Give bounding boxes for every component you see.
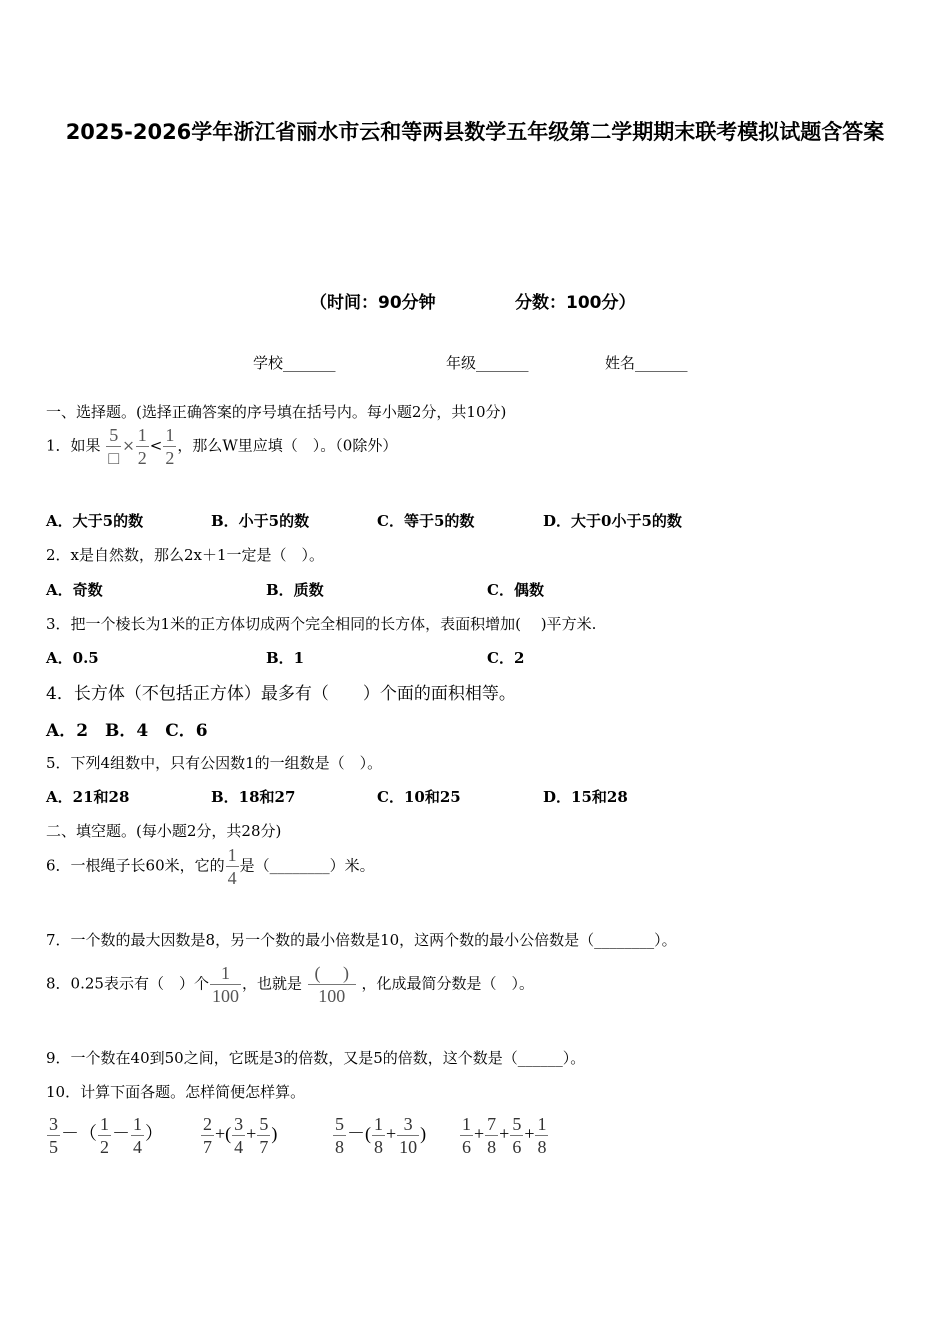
question-1: 1．如果 $\frac{5}{□}$ × $\frac{1}{2}$ < $\frac{1}{2}$ ，那么W里应填（ ）。（0除外） bbox=[46, 425, 398, 468]
question-2: 2．x是自然数，那么2x＋1一定是（ ）。 bbox=[46, 546, 325, 564]
option-b[interactable]: B．质数 bbox=[266, 581, 324, 599]
exam-time: （时间：90分钟 bbox=[310, 293, 436, 313]
fraction: $\frac{1}{2}$ bbox=[137, 425, 147, 468]
option-d[interactable]: D．大于0小于5的数 bbox=[543, 512, 682, 530]
option-a[interactable]: A．0.5 bbox=[46, 649, 99, 667]
q1-text: 1．如果 bbox=[46, 436, 101, 455]
question-6: 6．一根绳子长60米，它的 $\frac{1}{4}$ 是（________）米。 bbox=[46, 845, 375, 888]
grade-field[interactable]: 年级_______ bbox=[446, 354, 529, 372]
option-a[interactable]: A．21和28 bbox=[46, 788, 130, 806]
option-c[interactable]: C．偶数 bbox=[487, 581, 544, 599]
question-4: 4．长方体（不包括正方体）最多有（ ）个面的面积相等。 bbox=[46, 684, 516, 704]
q1-text-post: ，那么W里应填（ ）。（0除外） bbox=[177, 436, 398, 455]
calc-expression-1: $\frac{3}{5}$ －（ $\frac{1}{2}$ － $\frac{1}{4}$ ） bbox=[49, 1114, 163, 1157]
option-b[interactable]: B．1 bbox=[266, 649, 305, 667]
question-7: 7．一个数的最大因数是8，另一个数的最小倍数是10，这两个数的最小公倍数是（________）。 bbox=[46, 931, 677, 949]
option-c[interactable]: C．等于5的数 bbox=[377, 512, 475, 530]
fraction: $\frac{1}{4}$ bbox=[227, 845, 237, 888]
exam-score: 分数：100分） bbox=[515, 293, 636, 313]
calc-expression-4: $\frac{1}{6}$ + $\frac{7}{8}$ + $\frac{5}{6}$ + $\frac{1}{8}$ bbox=[462, 1114, 547, 1157]
question-8: 8．0.25表示有（ ）个 $\frac{1}{100}$ ，也就是 $\frac{( )}{100}$ ，化成最简分数是（ ）。 bbox=[46, 963, 535, 1006]
q4-options[interactable]: A．2 B．4 C．6 bbox=[46, 721, 208, 741]
section-heading-choice: 一、选择题。(选择正确答案的序号填在括号内。每小题2分，共10分) bbox=[46, 403, 507, 421]
option-b[interactable]: B．小于5的数 bbox=[211, 512, 310, 530]
option-a[interactable]: A．奇数 bbox=[46, 581, 103, 599]
fraction: $\frac{5}{□}$ bbox=[108, 425, 120, 468]
option-c[interactable]: C．2 bbox=[487, 649, 525, 667]
section-heading-fill: 二、填空题。(每小题2分，共28分) bbox=[46, 822, 282, 840]
question-10: 10．计算下面各题。怎样简便怎样算。 bbox=[46, 1083, 306, 1101]
fraction-blank: $\frac{( )}{100}$ bbox=[308, 962, 356, 1007]
option-b[interactable]: B．18和27 bbox=[211, 788, 296, 806]
option-c[interactable]: C．10和25 bbox=[377, 788, 461, 806]
page-title: 2025-2026学年浙江省丽水市云和等两县数学五年级第二学期期末联考模拟试题含答案 bbox=[65, 120, 885, 144]
question-3: 3．把一个棱长为1米的正方体切成两个完全相同的长方体，表面积增加( )平方米. bbox=[46, 615, 597, 633]
fraction: $\frac{1}{2}$ bbox=[165, 425, 175, 468]
option-a[interactable]: A．大于5的数 bbox=[46, 512, 144, 530]
name-field[interactable]: 姓名_______ bbox=[605, 354, 688, 372]
calc-expression-2: $\frac{2}{7}$ +( $\frac{3}{4}$ + $\frac{5}{7}$ ) bbox=[203, 1114, 278, 1157]
question-9: 9．一个数在40到50之间，它既是3的倍数，又是5的倍数，这个数是（______）。 bbox=[46, 1049, 586, 1067]
option-d[interactable]: D．15和28 bbox=[543, 788, 628, 806]
school-field[interactable]: 学校_______ bbox=[253, 354, 336, 372]
calc-expression-3: $\frac{5}{8}$ －( $\frac{1}{8}$ + $\frac{3}{10}$ ) bbox=[335, 1114, 427, 1157]
fraction: $\frac{1}{100}$ bbox=[211, 963, 239, 1006]
question-5: 5．下列4组数中，只有公因数1的一组数是（ ）。 bbox=[46, 754, 383, 772]
